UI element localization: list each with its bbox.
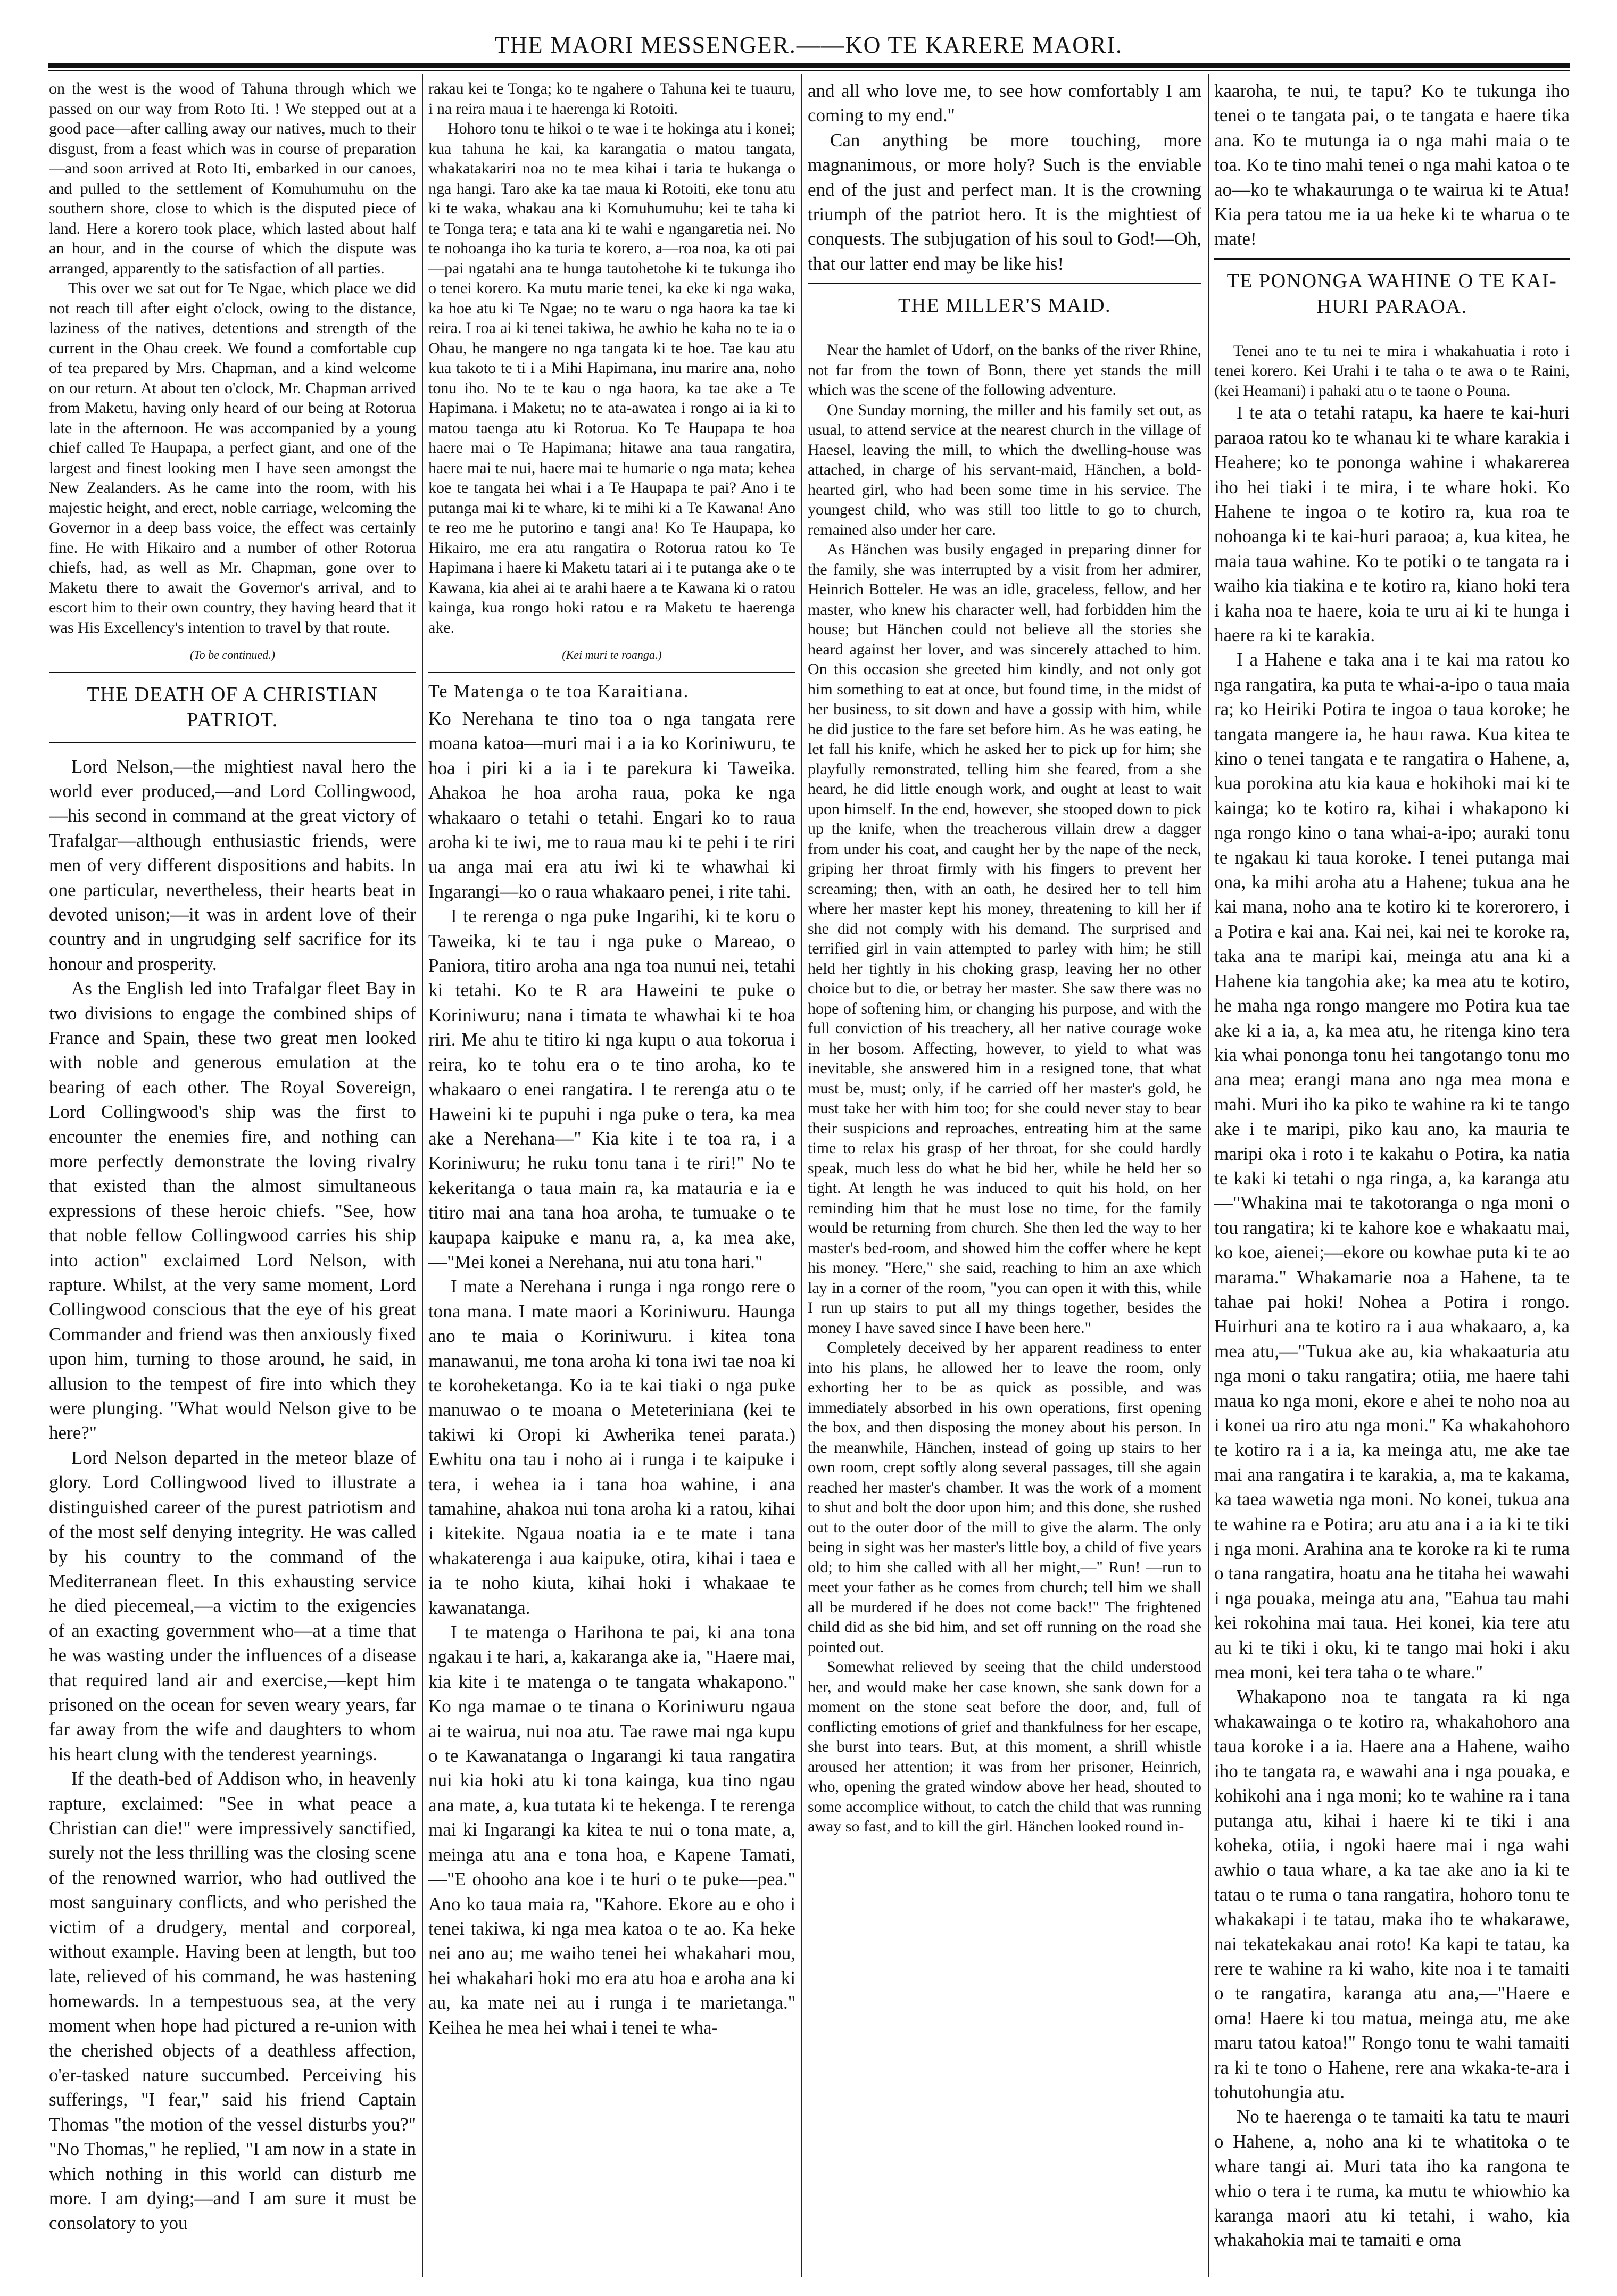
paragraph: and all who love me, to see how comfortably I am coming to my end."	[808, 80, 1201, 126]
paragraph: As the English led into Trafalgar fleet Bay in two divisions to engage the combined ships of France and Spain, these two great men looked with noble and generous emulation at the bearing of each other. The Royal Sovereign, Lord Collingwood's ship was the first to encounter the enemies fire, and nothing can more perfectly demonstrate the loving rivalry that existed than the almost simultaneous expressions of these heroic chiefs. "See, how that noble fellow Collingwood carries his ship into action" exclaimed Lord Nelson, with rapture. Whilst, at the very same moment, Lord Collingwood conscious that the eye of his great Commander and friend was then anxiously fixed upon him, turning to those around, he said, in allusion to the tempest of fire into which they were plunging. "What would Nelson give to be here?"	[49, 978, 416, 1444]
article-separator	[428, 672, 795, 673]
paragraph: I te rerenga o nga puke Ingarihi, ki te koru o Taweika, ki te tau i nga puke o Mareao, o Paniora, titiro aroha ana nga toa nunui nei, tetahi ki tetahi. Ko te R ara Haweini te puke o Koriniwuru; nana i timata te whawhai ki te hoa riri. Me ahu te titiro ki nga kupu o aua tokorua i reira, ko te tohu era o te tino aroha, ko te whakaaro o enei rangatira. I te rerenga atu o te Haweini ki te pupuhi i nga puke o tera, ka mea ake a Nerehana—" Kia kite i te toa ra, i a Koriniwuru; he ruku tonu tana i te riri!" No te kekeritanga o taua main ra, ka matauria e ia e titiro mai ana tana hoa aroha, te tumuake o te kaupapa kaipuke e manu ra, a, ka mea ake,—"Mei konei a Nerehana, nui atu tona hari."	[428, 906, 795, 1272]
paragraph: Near the hamlet of Udorf, on the banks of the river Rhine, not far from the town of Bonn, there yet stands the mill which was the scene of the following adventure.	[808, 341, 1201, 399]
article-heading: THE MILLER'S MAID.	[898, 294, 1112, 317]
masthead-rule-thin	[48, 70, 1570, 71]
masthead-rule-thick	[48, 63, 1570, 68]
paragraph: As Hänchen was busily engaged in preparing dinner for the family, she was interrupted by a visit from her admirer, Heinrich Botteler. He was an idle, graceless, fellow, and her master, who knew his character well, had forbidden him the house; but Hänchen could not believe all the stories she heard against her lover, and was sincerely attached to him. On this occasion she greeted him kindly, and not only got him something to eat at once, but found time, in the midst of her business, to sit down and have a gossip with him, while he did justice to the fare set before him. As he was eating, he let fall his knife, which he asked her to pick up for him; she playfully remonstrated, telling him she feared, from a she heard, he did little enough work, and ought at least to wait upon himself. In the end, however, she stooped down to pick up the knife, when the treacherous villain drew a dagger from under his coat, and caught her by the nape of the neck, griping her throat firmly with his fingers to prevent her screaming; then, with an oath, he desired her to tell him where her master kept his money, threatening to kill her if she did not comply with his demand. The surprised and terrified girl in vain attempted to parley with him; he still held her tightly in his choking grasp, leaving her no other choice but to die, or betray her master. She saw there was no hope of softening him, or changing his purpose, and with the full conviction of his treachery, all her native courage woke in her bosom. Affecting, however, to yield to what was inevitable, she answered him in a resigned tone, that what must be, must; only, if he carried off her master's gold, he must take her with him too; for she could never stay to bear their suspicions and reproaches, entreating him at the same time to relax his grasp of her throat, for she could hardly speak, much less do what he bid her, while he held her so tight. At length he was induced to quit his hold, on her reminding him that he must lose no time, for the family would be returning from church. She then led the way to her master's bed-room, and showed him the coffer where he kept his money. "Here," she said, reaching to him an axe which lay in a corner of the room, "you can open it with this, while I run up stairs to put all my things together, besides the money I have saved since I have been here."	[808, 541, 1201, 1337]
paragraph: Hohoro tonu te hikoi o te wae i te hokinga atu i konei; kua tahuna he kai, ka karangatia o matou tangata, whakatakariri noa no te mea kihai i taria te hukanga o nga hangi. Taro ake ka tae maua ki Rotoiti, eke tonu atu ki te waka, whakau ana ki Komuhumuhu; kei te taha ki te Tonga tera; e tata ana ki te wahi e ngangaretia nei. No te nohoanga iho ka turia te korero, a—roa noa, ka oti pai—pai ngatahi ana te hunga tautohetohe ki te tukunga iho o tenei korero. Ka mutu marie tenei, ka eke ki nga waka, ka hoe atu ki Te Ngae; no te waru o nga haora ka tae ki reira. I roa ai ki tenei takiwa, he awhio he kaha no te ia o Ohau, he mangere no nga tangata ki te hoe. Tae kau atu kua takoto te ti i a Mihi Hapimana, inu marire ana, noho tonu iho. No te te kau o nga haora, ka tae ake a Te Hapimana. i Maketu; no te ata-awatea i rongo ai ia ki to matou taenga atu ki Rotorua. Ko Te Haupapa te hoa haere mai o Te Hapimana; hitawe ana taua rangatira, haere mai te nui, haere mai te humarie o nga mata; kehea koe te tangata hei whai i a Te Haupapa te pai? Ano i te putanga mai ki te whare, ki te mihi ki a Te Kawana! Ano te reo me he putorino e tangi ana! Ko Te Haupapa, ko Hikairo, me era atu rangatira o Rotorua ratou ko Te Hapimana i haere ki Maketu tatari ai i te putanga ake o te Kawana, kia ahei ai te arahi haere a te Kawana ki o ratou kainga, kua rongo hoki ratou e ra Maketu te haerenga ake.	[428, 120, 795, 636]
column-3	[808, 79, 1201, 2271]
paragraph: No te haerenga o te tamaiti ka tatu te mauri o Hahene, a, noho ana ki te whatitoka o te whare tangi ai. Muri tata iho ka rangona te whio o tera i te ruma, ka mutu te whiowhio ka karanga maori atu ki tetahi, i waho, kia whakahokia mai te tamaiti e oma	[1214, 2106, 1570, 2251]
paragraph: Lord Nelson departed in the meteor blaze of glory. Lord Collingwood lived to illustrate a distinguished career of the purest patriotism and of the most self denying integrity. He was called by his country to the command of the Mediterranean fleet. In this exhausting service he died piecemeal,—a victim to the exigencies of an exacting government who—at a time that he was wasting under the influences of a disease that required land air and exercise,—kept him prisoned on the ocean for seven weary years, far far away from the wife and daughters to whom his heart clung with the tenderest yearnings.	[49, 1447, 416, 1764]
paragraph: Somewhat relieved by seeing that the child understood her, and would make her case known, she sank down for a moment on the stone seat before the door, and, full of conflicting emotions of grief and thankfulness for her escape, she burst into tears. But, at this moment, a shrill whistle aroused her attention; it was from her prisoner, Heinrich, who, opening the grated window above her head, shouted to some accomplice without, to catch the child that was running away so fast, and to kill the girl. Hänchen looked round in-	[808, 1658, 1201, 1836]
paragraph: Tenei ano te tu nei te mira i whakahuatia i roto i tenei korero. Kei Urahi i te taha o te awa o te Raini, (kei Heamani) i pahaki atu o te taone o Pouna.	[1214, 342, 1570, 400]
article-heading: Te Matenga o te toa Karaitiana.	[428, 681, 690, 701]
masthead: THE MAORI MESSENGER.——KO TE KARERE MAORI.	[495, 32, 1123, 58]
paragraph: Completely deceived by her apparent readiness to enter into his plans, he allowed her to leave the room, only exhorting her to be as quick as possible, and was immediately absorbed in his own operations, first opening the box, and then disposing the money about his person. In the meanwhile, Hänchen, instead of going up stairs to her own room, crept softly along several passages, till she again reached her master's chamber. It was the work of a moment to shut and bolt the door upon him; and this done, she rushed out to the outer door of the mill to give the alarm. The only being in sight was her master's little boy, a child of five years old; to him she called with all her might,—" Run! —run to meet your father as he comes from church; tell him we shall all be murdered if he does not come back!" The frightened child did as she bid him, and set off running on the road she pointed out.	[808, 1339, 1201, 1656]
paragraph: Whakapono noa te tangata ra ki nga whakawainga o te kotiro ra, whakahohoro ana taua koroke i a ia. Haere ana a Hahene, waiho iho te tangata ra, e wawahi ana i nga pouaka, e kohikohi ana i nga moni; ko te wahine ra i tana putanga atu, kihai i haere ki te tiki i ana koheka, otiia, i ngoki haere mai i nga wahi awhio o taua whare, a ka tae ake ano ia ki te tatau o te ruma o tana rangatira, hohoro tonu te whakakapi i te tatau, maka iho te whakarawe, nai tekatekakau anai roto! Ka kapi te tatau, ka rere te wahine ra ki waho, kite noa i te tamaiti o te rangatira, karanga atu ana,—"Haere e oma! Haere ki tou matua, meinga atu, me ake maru tatou katoa!" Rongo tonu te wahi tamaiti ra ki te tono o Hahene, rere ana wkaka-te-ara i tohutohungia atu.	[1214, 1686, 1570, 2102]
paragraph: on the west is the wood of Tahuna through which we passed on our way from Roto Iti. ! We stepped out at a good pace—after calling away our natives, much to their disgust, from a feast which was in course of preparation—and soon arrived at Roto Iti, embarked in our canoes, and pulled to the settlement of Komuhumuhu on the southern shore, close to which is the disputed piece of land. Here a korero took place, which lasted about half an hour, and in the course of which the dispute was arranged, apparently to the satisfaction of all parties.	[49, 80, 416, 277]
article-heading: THE DEATH OF A CHRISTIAN PATRIOT.	[87, 683, 378, 731]
paragraph: Can anything be more touching, more magnanimous, or more holy? Such is the enviable end of the just and perfect man. It is the crowning triumph of the patriot hero. It is the mightiest of conquests. The subjugation of his soul to God!—Oh, that our latter end may be like his!	[808, 129, 1201, 274]
column-2	[428, 79, 795, 2271]
continued-note: (Kei muri te roanga.)	[562, 648, 662, 661]
paragraph: This over we sat out for Te Ngae, which place we did not reach till after eight o'clock, owing to the distance, laziness of the natives, detentions and strength of the current in the Ohau creek. We found a comfortable cup of tea prepared by Mrs. Chapman, and a kind welcome on our return. At about ten o'clock, Mr. Chapman arrived from Maketu, having only heard of our being at Rotorua late in the afternoon. He was accompanied by a young chief called Te Haupapa, a perfect giant, and one of the largest and finest looking men I have seen amongst the New Zealanders. As he came into the room, with his majestic height, and erect, noble carriage, welcoming the Governor in a deep bass voice, the effect was certainly fine. He with Hikairo and a number of other Rotorua chiefs, had, as well as Mr. Chapman, gone over to Maketu there to await the Governor's arrival, and to escort him to their own country, they having heard that it was His Excellency's intention to travel by that route.	[49, 279, 416, 636]
paragraph: One Sunday morning, the miller and his family set out, as usual, to attend service at the nearest church in the village of Haesel, leaving the mill, to which the dwelling-house was attached, in charge of his servant-maid, Hänchen, a bold-hearted girl, who had been some time in his service. The youngest child, who was still too little to go to church, remained also under her care.	[808, 401, 1201, 538]
paragraph: I mate a Nerehana i runga i nga rongo rere o tona mana. I mate maori a Koriniwuru. Haunga ano te maia o Koriniwuru. i kitea tona manawanui, me tona aroha ki tona iwi tae noa ki te koroheketanga. Ko ia te kai tiaki o nga puke manuwao o te moana o Meteteriniana (kei te takiwi ki Oropi ki Awherika tenei parata.) Ewhitu ona tau i noho ai i runga i te kaipuke i tera, i wehea ia i tana hoa wahine, i ana tamahine, ahakoa nui tona aroha ki a ratou, kihai i kitekite. Ngaua noatia ia e te mate i tana whakaterenga i aua kaipuke, otira, kihai i taea e ia te noho kiuta, kihai hoki i whakaae te kawanatanga.	[428, 1276, 795, 1618]
paragraph: kaaroha, te nui, te tapu? Ko te tukunga iho tenei o te tangata pai, o te tangata e haere tika ana. Ko te mutunga ia o nga mahi maia o te toa. Ko te tino mahi tenei o nga mahi katoa o te ao—ko te whakaurunga o te wairua ki te Atua! Kia pera tatou me ia ua heke ki te wharua o te mate!	[1214, 80, 1570, 250]
column-divider	[1208, 74, 1209, 2277]
column-4	[1214, 79, 1570, 2271]
paragraph: I a Hahene e taka ana i te kai ma ratou ko nga rangatira, ka puta te whai-a-ipo o taua maia ra; ko Heiriki Potira te ingoa o taua koroke; he tangata mangere ia, he hauı rawa. Kua kitea te kino o tenei tangata e te rangatira o Hahene, a, kua porokina atu kia kaua e hokihoki mai ki te kainga; ko te kotiro ra, kihai i whakapono ki nga rongo kino o tana whai-a-ipo; auraki tonu te ngakau ki taua koroke. I tenei putanga mai ona, ka mihi aroha atu a Hahene; tukua ana he kai mana, noho ana te kotiro ki te korerorero, i a Potira e kai ana. Kai nei, kai nei te koroke ra, taka ana te maripi kai, meinga atu ana ki a Hahene kia tangohia ake; ka mea atu te kotiro, he maha nga rongo mangere mo Potira kua tae ake ki a ia, a, ka mea atu, he ritenga kino tera kia whai pononga tonu hei tangotango tonu mo ana mea; erangi mana ano nga mea mona e mahi. Muri iho ka piko te wahine ra ki te tango ake i te maripi, piko kau ano, ka mauria te maripi oka i roto i te kakahu o Potira, ka natia te kaki ki tetahi o nga ringa, a, ka karanga atu—"Whakina mai te takotoranga o nga moni o tou rangatira; ki te kahore koe e whakaatu mai, ko koe, aienei;—ekore ou kowhae puta ki te ao marama." Whakamarie noa a Hahene, ta te tahae pai hoki! Nohea a Potira i rongo. Huirhuri ana te kotiro ra i aua whakaaro, a, ka mea atu,—"Tukua ake au, kia whakaaturia atu nga moni o taku rangatira; otiia, me haere tahi maua ko nga moni, ekore e ahei te noho noa au i konei ua riro atu nga moni." Ka whakahohoro te kotiro ra i a ia, ka meinga atu, me ake tae mai ana rangatira i te karakia, a, ma te kakama, ka taea wawetia nga moni. No konei, tukua ana te wahine ra e Potira; aru atu ana i a ia ki te tiki i nga moni. Arahina ana te koroke ra ki te ruma o tana rangatira, hoatu ana he titaha hei wawahi i nga pouaka, meinga atu ana, "Eahua tau mahi kei rokohina mai taua. Hei konei, kia tere atu au ki te tiki i oku, ki te tango mai hoki i aku mea moni, kei tera taha o te whare."	[1214, 649, 1570, 1683]
article-separator	[49, 672, 416, 673]
paragraph: Lord Nelson,—the mightiest naval hero the world ever produced,—and Lord Collingwood,—his second in command at the great victory of Trafalgar—although enthusiastic friends, were men of very different dispositions and habits. In one particular, nevertheless, their hearts beat in devoted unison;—it was in ardent love of their country and in ungrudging self sacrifice for its honour and prosperity.	[49, 756, 416, 974]
paragraph: rakau kei te Tonga; ko te ngahere o Tahuna kei te tuauru, i na reira maua i te haerenga ki Rotoiti.	[428, 80, 795, 118]
paragraph: Ko Nerehana te tino toa o nga tangata rere moana katoa—muri mai i a ia ko Koriniwuru, te hoa i piri ki a ia i te parekura ki Taweika. Ahakoa he hoa aroha raua, poka ke nga whakaaro o tetahi o tetahi. Engari ko to raua aroha ki te iwi, me to raua mau ki te pehi i te riri ua anga mai era atu iwi ki te whawhai ki Ingarangi—ko o raua whakaaro penei, i rite tahi.	[428, 708, 795, 902]
heading-rule	[49, 742, 416, 743]
paragraph: I te ata o tetahi ratapu, ka haere te kai-huri paraoa ratou ko te whanau ki te whare karakia i Heahere; ko te ponongа wahine i whakarerea iho hei tiaki i te mira, i te whare hoki. Ko Hahene te ingoa o te kotiro ra, kua roa te nohoanga ki te kai-huri paraoa; a, kua kitea, he maia taua wahine. Ko te potiki o te tangata ra i waiho kia tiakina e te kotiro ra, kiano hoki tera i kaha noa te haere, koia te uru ai ki te hunga i haere ra ki te karakia.	[1214, 402, 1570, 645]
continued-note: (To be continued.)	[190, 648, 275, 661]
article-heading: TE PONONGA WAHINE O TE KAI-HURI PARAOA.	[1226, 269, 1557, 318]
article-separator	[1214, 258, 1570, 260]
column-divider	[422, 74, 423, 2277]
paragraph: If the death-bed of Addison who, in heavenly rapture, exclaimed: "See in what peace a Christian can die!" were impressively sanctified, surely not the less thrilling was the closing scene of the renowned warrior, who had outlived the most sanguinary conflicts, and who perished the victim of a drudgery, mental and corporeal, without example. Having been at length, but too late, relieved of his command, he was hastening homewards. In a tempestuous sea, at the very moment when hope had pictured a re-union with the cherished objects of a deathless affection, o'er-tasked nature succumbed. Perceiving his sufferings, "I fear," said his friend Captain Thomas "the motion of the vessel disturbs you?" "No Thomas," he replied, "I am now in a state in which nothing in this world can disturb me more. I am dying;—and I am sure it must be consolatory to you	[49, 1768, 416, 2234]
column-divider	[801, 74, 802, 2277]
paragraph: I te matenga o Harihona te pai, ki ana tona ngakau i te hari, a, kakaranga ake ia, "Haere mai, kia kite i te matenga o te tangata whakapono." Ko nga mamae o te tinana o Koriniwuru ngaua ai te wairua, nui noa atu. Tae rawe mai nga kupu o te Kawanatanga o Ingarangi ki taua rangatira nui kia hoki atu ki tona kainga, kua tino ngau ana mate, a, kua tutata ki te hekenga. I te rerenga mai ki Ingarangi ka kitea te nui o tona mate, a, meinga atu ana e tona hoa, e Kapene Tamati,—"E ohooho ana koe i te huri o te puke—pea." Ano ko taua maia ra, "Kahore. Ekore au e oho i tenei takiwa, ki nga mea katoa o te ao. Ka heke nei ano au; me waiho tenei hei whakahari mou, hei whakahari hoki mo era atu hoa e aroha ana ki au, ka mate nei au i runga i te marietanga." Keihea he mea hei whai i tenei te wha-	[428, 1622, 795, 2038]
article-separator	[808, 283, 1201, 284]
column-1	[49, 79, 416, 2271]
